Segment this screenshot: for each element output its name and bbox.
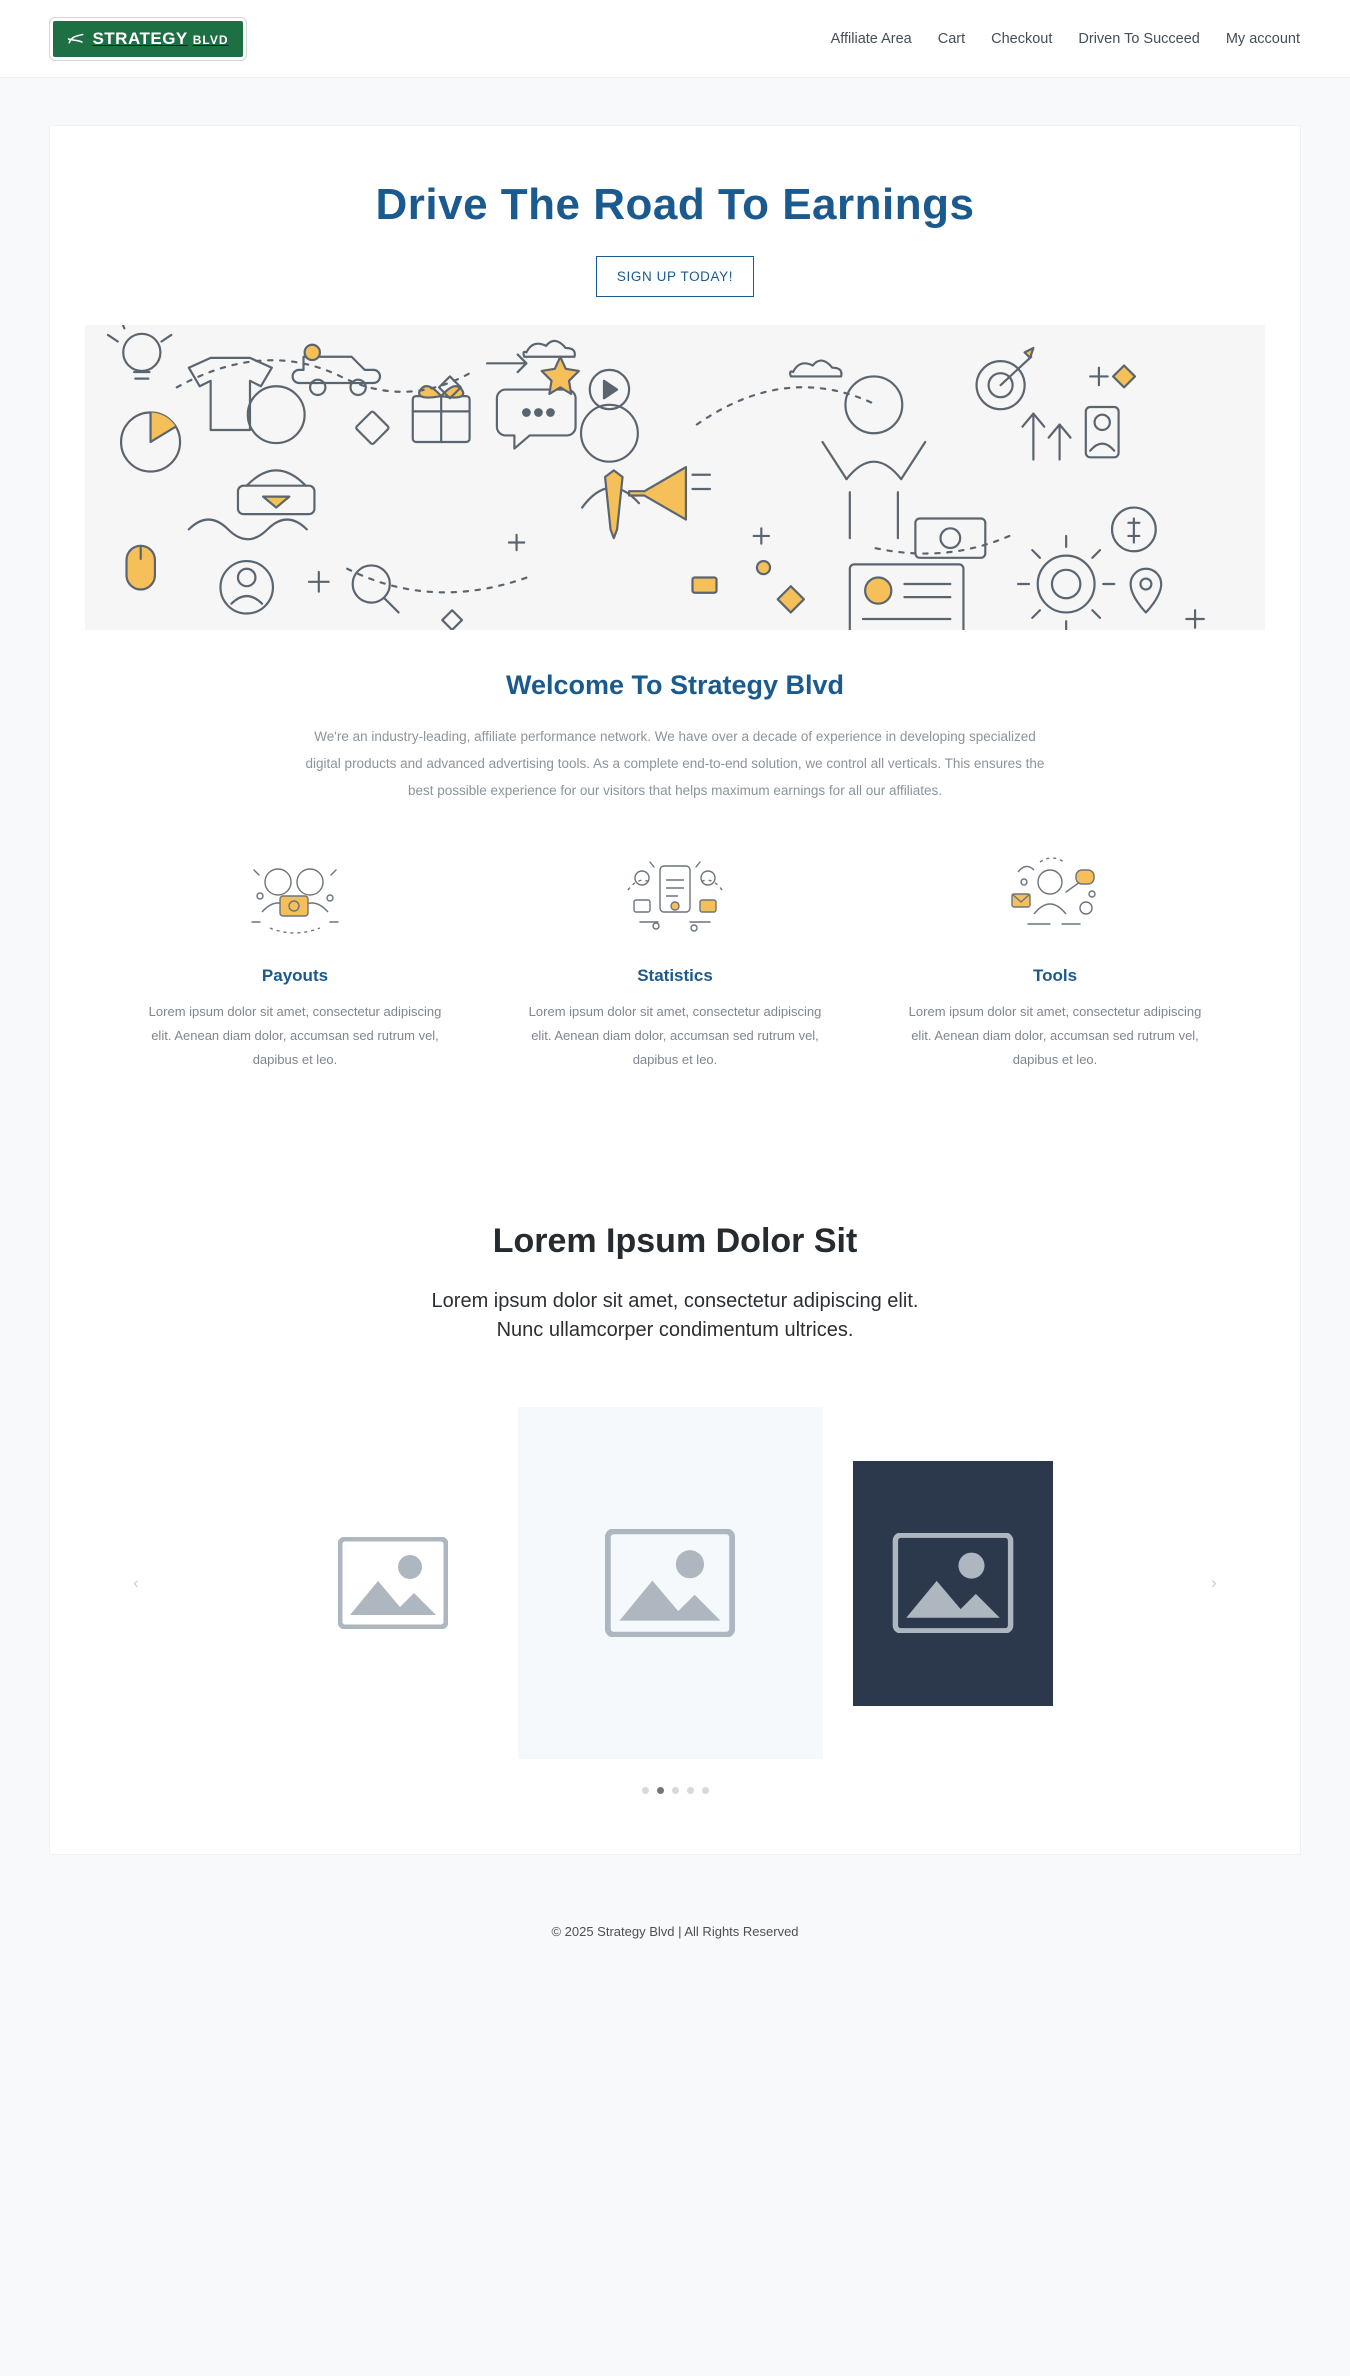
lorem-subtitle-line1: Lorem ipsum dolor sit amet, consectetur adipiscing elit. — [431, 1290, 919, 1313]
carousel-slide-left[interactable] — [298, 1483, 488, 1683]
lorem-section — [50, 1222, 1300, 1345]
nav-item-my-account[interactable]: My account — [1225, 30, 1300, 47]
feature-title-tools: Tools — [1032, 966, 1078, 985]
hero-illustration — [85, 325, 1265, 630]
feature-tools — [865, 850, 1245, 1072]
site-header — [0, 0, 1350, 78]
carousel-dot-3[interactable] — [672, 1787, 679, 1794]
logo-name: STRATEGY — [92, 28, 188, 48]
tools-person-icon — [887, 850, 1223, 940]
features-row — [105, 850, 1245, 1072]
nav-item-checkout[interactable]: Checkout — [991, 30, 1053, 47]
nav-item-cart[interactable]: Cart — [937, 30, 966, 47]
site-logo[interactable] — [50, 18, 246, 60]
image-placeholder-icon — [605, 1529, 735, 1637]
payouts-people-icon — [127, 850, 463, 940]
carousel-prev-button[interactable]: ‹ — [125, 1565, 147, 1601]
road-sign-icon — [67, 32, 85, 46]
carousel-next-button[interactable]: › — [1203, 1565, 1225, 1601]
logo-text — [92, 29, 228, 49]
page-wrapper — [0, 78, 1350, 1854]
logo-sub: BLVD — [192, 32, 229, 47]
image-carousel — [135, 1407, 1215, 1759]
page-title: Drive The Road To Earnings — [375, 180, 975, 229]
welcome-title: Welcome To Strategy Blvd — [505, 670, 845, 700]
welcome-paragraph: We're an industry-leading, affiliate performance network. We have over a decade of experience in developing specialized digital products and advanced advertising tools. As a complete end-to-end solution, we control all verticals. This ensures the best possible experience for our visitors that helps maximum earnings for all our affiliates. — [305, 729, 1045, 798]
carousel-dots — [50, 1787, 1300, 1794]
lorem-subtitle-line2: Nunc ullamcorper condimentum ultrices. — [496, 1319, 854, 1342]
hero-illustration-svg — [85, 325, 1265, 630]
main-navigation — [831, 31, 1300, 47]
carousel-dot-4[interactable] — [687, 1787, 694, 1794]
statistics-chart-icon — [507, 850, 843, 940]
carousel-slide-right[interactable] — [853, 1461, 1053, 1706]
carousel-dot-1[interactable] — [642, 1787, 649, 1794]
sign-up-button[interactable]: SIGN UP TODAY! — [596, 256, 754, 297]
image-placeholder-icon — [892, 1533, 1014, 1633]
site-footer — [0, 1854, 1350, 1999]
feature-text-statistics: Lorem ipsum dolor sit amet, consectetur adipiscing elit. Aenean diam dolor, accumsan sed rutrum vel, dapibus et leo. — [528, 1004, 822, 1068]
lorem-subtitle — [50, 1287, 1300, 1345]
carousel-slide-center[interactable] — [518, 1407, 823, 1759]
feature-payouts — [105, 850, 485, 1072]
feature-text-payouts: Lorem ipsum dolor sit amet, consectetur adipiscing elit. Aenean diam dolor, accumsan sed rutrum vel, dapibus et leo. — [148, 1004, 442, 1068]
main-content-card — [50, 126, 1300, 1854]
feature-statistics — [485, 850, 865, 1072]
nav-item-driven-to-succeed[interactable]: Driven To Succeed — [1078, 30, 1200, 47]
feature-title-payouts: Payouts — [261, 966, 329, 985]
lorem-title: Lorem Ipsum Dolor Sit — [492, 1222, 858, 1261]
image-placeholder-icon — [338, 1537, 448, 1629]
feature-title-statistics: Statistics — [637, 966, 713, 985]
nav-item-affiliate-area[interactable]: Affiliate Area — [830, 30, 912, 47]
carousel-dot-2[interactable] — [657, 1787, 664, 1794]
feature-text-tools: Lorem ipsum dolor sit amet, consectetur adipiscing elit. Aenean diam dolor, accumsan sed rutrum vel, dapibus et leo. — [908, 1004, 1202, 1068]
carousel-dot-5[interactable] — [702, 1787, 709, 1794]
copyright-text: © 2025 Strategy Blvd | All Rights Reserved — [551, 1924, 799, 1940]
signup-button-wrapper — [50, 256, 1300, 297]
